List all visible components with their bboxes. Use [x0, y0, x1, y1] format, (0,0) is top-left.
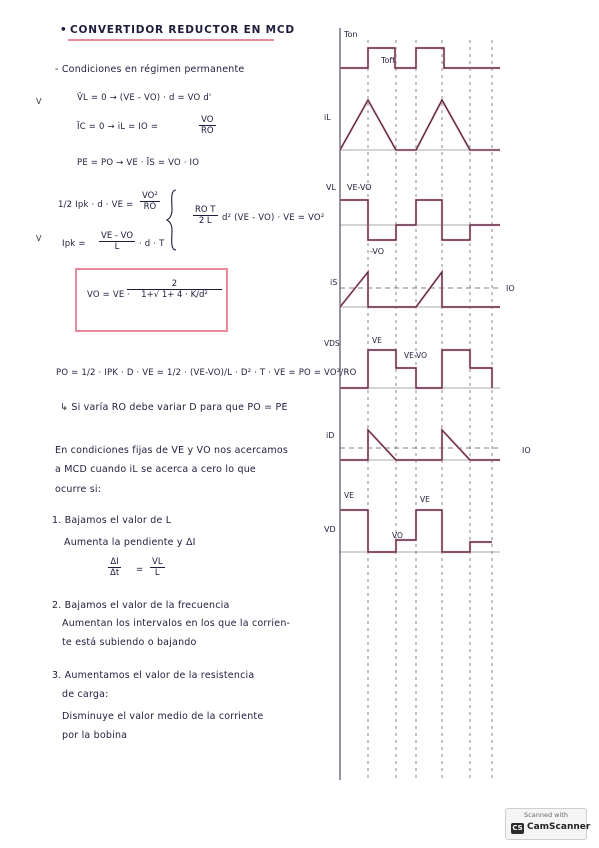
vl-waveform — [340, 200, 500, 240]
item-2-title: 2. Bajamos el valor de la frecuencia — [52, 600, 230, 611]
equation-ic-fraction — [199, 115, 216, 136]
paragraph-line-1: En condiciones fijas de VE y VO nos acercamos — [55, 445, 289, 456]
camscanner-badge — [505, 808, 591, 840]
ipk-left-fraction — [140, 191, 160, 212]
fraction-numerator: VL — [152, 557, 163, 567]
fraction-denominator: 1+√ 1+ 4 · K/d² — [141, 290, 208, 300]
ipk-def-fraction — [99, 231, 135, 252]
note-ro: ↳ Si varía RO debe variar D para que PO = PE — [60, 402, 288, 413]
camscanner-brand: CamScanner — [527, 822, 591, 832]
label-vl-low: -VO — [370, 247, 385, 256]
item-3-line-2: de carga: — [62, 689, 109, 700]
margin-mark: V — [36, 97, 42, 106]
item-1-title: 1. Bajamos el valor de L — [52, 515, 172, 526]
fraction-numerator: 2 — [127, 279, 222, 290]
fraction-numerator: RO T — [195, 205, 216, 215]
page-title: CONVERTIDOR REDUCTOR EN MCD — [70, 24, 295, 36]
id-waveform — [340, 430, 500, 460]
ton-waveform-highlight — [340, 48, 500, 68]
power-equation: PO = 1/2 · IPK · D · VE = 1/2 · (VE-VO)/L · D² · T · VE = PO = VO²/RO — [56, 368, 357, 378]
vl-waveform-highlight — [340, 200, 500, 240]
label-vd: VD — [324, 525, 336, 534]
ipk-definition: Ipk = — [62, 239, 86, 249]
fraction-denominator: L — [114, 242, 120, 252]
fraction-numerator: VO² — [142, 191, 158, 201]
ipk-equation-right: d² (VE - VO) · VE = VO² — [222, 213, 325, 223]
label-vds-high: VE — [372, 336, 382, 345]
label-ton: Ton — [344, 30, 358, 39]
fraction-numerator: ΔI — [108, 557, 121, 568]
waveforms-diagram — [320, 20, 599, 790]
fraction-numerator: VO — [199, 115, 216, 126]
conditions-heading: - Condiciones en régimen permanente — [55, 64, 245, 75]
item-1-line-2: Aumenta la pendiente y ΔI — [64, 537, 196, 548]
equation-ic: ĪC = 0 → iL = IO = — [77, 122, 159, 132]
label-is: iS — [330, 278, 338, 287]
il-waveform — [340, 100, 500, 150]
label-is-io: IO — [506, 284, 515, 293]
ipk-equation-left: 1/2 Ipk · d · VE = — [58, 200, 134, 210]
label-vl-high: VE-VO — [347, 183, 372, 192]
fraction-denominator: RO — [143, 202, 157, 212]
item-1-equals: = — [136, 565, 144, 575]
equation-power-balance: PE = PO → VE · ĪS = VO · IO — [77, 158, 200, 168]
label-vd-mid: VO — [392, 531, 403, 540]
margin-mark-2: V — [36, 234, 42, 243]
label-id-io: IO — [522, 446, 531, 455]
label-vds: VDS — [324, 339, 340, 348]
boxed-lhs: VO = VE · — [87, 290, 131, 300]
ipk-right-prefactor — [193, 205, 218, 226]
fraction-denominator: Δt — [110, 568, 120, 578]
item-2-line-3: te está subiendo o bajando — [62, 637, 197, 648]
ton-waveform — [340, 48, 500, 68]
label-il: iL — [324, 113, 331, 122]
label-id: iD — [326, 431, 335, 440]
is-waveform — [340, 272, 500, 307]
ipk-def-suffix: · d · T — [139, 239, 165, 249]
equation-vl: V̄L = 0 → (VE - VO) · d = VO d' — [77, 93, 212, 103]
fraction-denominator: 2 L — [198, 216, 212, 226]
item-2-line-2: Aumentan los intervalos en los que la corrien- — [62, 618, 291, 629]
item-3-line-3: Disminuye el valor medio de la corriente — [62, 711, 264, 722]
label-vd-high-2: VE — [420, 495, 430, 504]
id-waveform-highlight — [340, 430, 500, 460]
page-title-bullet: • — [60, 24, 68, 36]
item-1-rhs-fraction — [150, 557, 165, 578]
item-3-line-4: por la bobina — [62, 730, 128, 741]
label-toff: Toff — [381, 56, 395, 65]
camscanner-logo-icon: CS — [512, 824, 523, 832]
label-vds-mid: VE-VO — [404, 351, 428, 360]
item-1-lhs-fraction — [108, 557, 121, 578]
title-underline — [68, 39, 274, 41]
fraction-numerator: VE - VO — [101, 231, 134, 241]
label-vl: VL — [326, 183, 336, 192]
label-vd-high-1: VE — [344, 491, 354, 500]
item-3-title: 3. Aumentamos el valor de la resistencia — [52, 670, 255, 681]
fraction-denominator: RO — [201, 126, 214, 136]
boxed-fraction — [127, 279, 222, 300]
scanned-with-text: Scanned with — [524, 811, 568, 819]
paragraph-line-3: ocurre si: — [55, 484, 102, 495]
curly-brace — [166, 188, 180, 252]
fraction-denominator: L — [154, 568, 160, 578]
paragraph-line-2: a MCD cuando iL se acerca a cero lo que — [55, 464, 256, 475]
result-box — [75, 268, 228, 332]
